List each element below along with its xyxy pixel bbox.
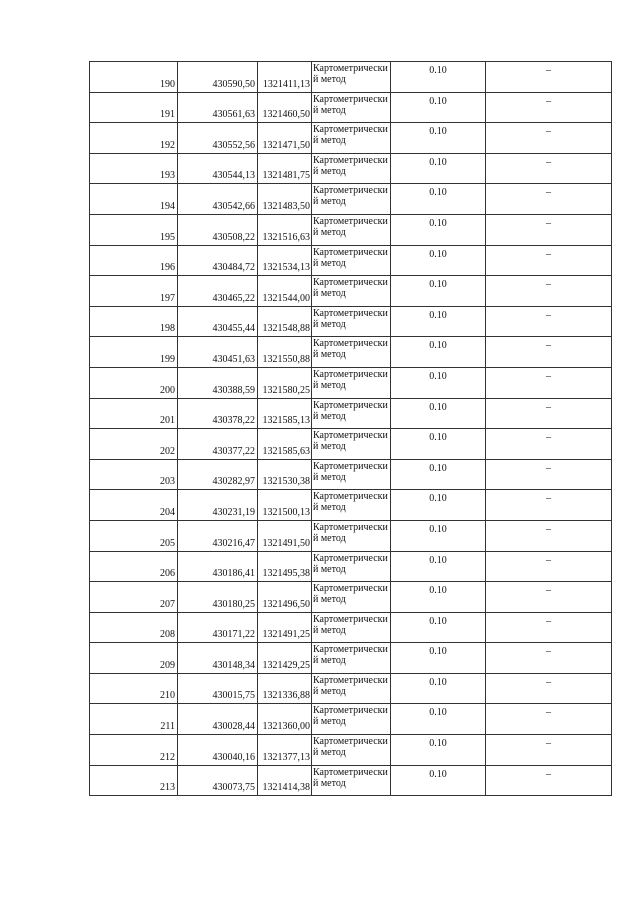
y-coordinate-cell: 1321414,38 <box>258 765 312 796</box>
x-coordinate-cell: 430148,34 <box>178 643 258 674</box>
method-cell: Картометрический метод <box>312 490 391 521</box>
y-coordinate-cell: 1321411,13 <box>258 62 312 93</box>
accuracy-cell: 0.10 <box>391 735 486 766</box>
table-row <box>90 398 612 429</box>
point-number-cell: 200 <box>90 367 178 398</box>
accuracy-cell: 0.10 <box>391 520 486 551</box>
x-coordinate-cell: 430073,75 <box>178 765 258 796</box>
x-coordinate-cell: 430171,22 <box>178 612 258 643</box>
point-number-cell: 198 <box>90 306 178 337</box>
note-cell: – <box>486 673 612 704</box>
accuracy-cell: 0.10 <box>391 92 486 123</box>
table-row <box>90 62 612 93</box>
point-number-cell: 193 <box>90 153 178 184</box>
point-number-cell: 204 <box>90 490 178 521</box>
note-cell: – <box>486 765 612 796</box>
table-row <box>90 765 612 796</box>
point-number-cell: 209 <box>90 643 178 674</box>
point-number-cell: 210 <box>90 673 178 704</box>
y-coordinate-cell: 1321460,50 <box>258 92 312 123</box>
y-coordinate-cell: 1321500,13 <box>258 490 312 521</box>
x-coordinate-cell: 430378,22 <box>178 398 258 429</box>
table-row <box>90 612 612 643</box>
x-coordinate-cell: 430484,72 <box>178 245 258 276</box>
note-cell: – <box>486 459 612 490</box>
note-cell: – <box>486 490 612 521</box>
table-row <box>90 337 612 368</box>
method-cell: Картометрический метод <box>312 367 391 398</box>
x-coordinate-cell: 430561,63 <box>178 92 258 123</box>
accuracy-cell: 0.10 <box>391 490 486 521</box>
note-cell: – <box>486 123 612 154</box>
method-cell: Картометрический метод <box>312 612 391 643</box>
method-cell: Картометрический метод <box>312 214 391 245</box>
accuracy-cell: 0.10 <box>391 459 486 490</box>
table-row <box>90 490 612 521</box>
accuracy-cell: 0.10 <box>391 765 486 796</box>
coordinates-table <box>89 61 612 796</box>
x-coordinate-cell: 430542,66 <box>178 184 258 215</box>
point-number-cell: 192 <box>90 123 178 154</box>
point-number-cell: 206 <box>90 551 178 582</box>
y-coordinate-cell: 1321495,38 <box>258 551 312 582</box>
table-row <box>90 520 612 551</box>
x-coordinate-cell: 430040,16 <box>178 735 258 766</box>
table-row <box>90 92 612 123</box>
point-number-cell: 190 <box>90 62 178 93</box>
note-cell: – <box>486 62 612 93</box>
accuracy-cell: 0.10 <box>391 429 486 460</box>
table-row <box>90 673 612 704</box>
method-cell: Картометрический метод <box>312 673 391 704</box>
point-number-cell: 203 <box>90 459 178 490</box>
y-coordinate-cell: 1321548,88 <box>258 306 312 337</box>
method-cell: Картометрический метод <box>312 735 391 766</box>
note-cell: – <box>486 582 612 613</box>
x-coordinate-cell: 430216,47 <box>178 520 258 551</box>
accuracy-cell: 0.10 <box>391 62 486 93</box>
method-cell: Картометрический метод <box>312 765 391 796</box>
point-number-cell: 212 <box>90 735 178 766</box>
point-number-cell: 205 <box>90 520 178 551</box>
y-coordinate-cell: 1321336,88 <box>258 673 312 704</box>
accuracy-cell: 0.10 <box>391 704 486 735</box>
method-cell: Картометрический метод <box>312 153 391 184</box>
x-coordinate-cell: 430180,25 <box>178 582 258 613</box>
y-coordinate-cell: 1321491,50 <box>258 520 312 551</box>
table-row <box>90 459 612 490</box>
y-coordinate-cell: 1321429,25 <box>258 643 312 674</box>
accuracy-cell: 0.10 <box>391 123 486 154</box>
point-number-cell: 207 <box>90 582 178 613</box>
note-cell: – <box>486 429 612 460</box>
coordinates-table-body <box>90 62 612 796</box>
point-number-cell: 195 <box>90 214 178 245</box>
y-coordinate-cell: 1321544,00 <box>258 276 312 307</box>
table-row <box>90 429 612 460</box>
method-cell: Картометрический метод <box>312 337 391 368</box>
y-coordinate-cell: 1321471,50 <box>258 123 312 154</box>
x-coordinate-cell: 430377,22 <box>178 429 258 460</box>
accuracy-cell: 0.10 <box>391 398 486 429</box>
y-coordinate-cell: 1321585,13 <box>258 398 312 429</box>
point-number-cell: 196 <box>90 245 178 276</box>
method-cell: Картометрический метод <box>312 551 391 582</box>
point-number-cell: 201 <box>90 398 178 429</box>
point-number-cell: 211 <box>90 704 178 735</box>
y-coordinate-cell: 1321360,00 <box>258 704 312 735</box>
method-cell: Картометрический метод <box>312 92 391 123</box>
x-coordinate-cell: 430451,63 <box>178 337 258 368</box>
note-cell: – <box>486 367 612 398</box>
method-cell: Картометрический метод <box>312 184 391 215</box>
note-cell: – <box>486 153 612 184</box>
note-cell: – <box>486 184 612 215</box>
accuracy-cell: 0.10 <box>391 551 486 582</box>
y-coordinate-cell: 1321491,25 <box>258 612 312 643</box>
method-cell: Картометрический метод <box>312 398 391 429</box>
y-coordinate-cell: 1321550,88 <box>258 337 312 368</box>
accuracy-cell: 0.10 <box>391 306 486 337</box>
point-number-cell: 202 <box>90 429 178 460</box>
y-coordinate-cell: 1321530,38 <box>258 459 312 490</box>
table-row <box>90 153 612 184</box>
y-coordinate-cell: 1321585,63 <box>258 429 312 460</box>
accuracy-cell: 0.10 <box>391 153 486 184</box>
x-coordinate-cell: 430544,13 <box>178 153 258 184</box>
table-row <box>90 123 612 154</box>
method-cell: Картометрический метод <box>312 582 391 613</box>
note-cell: – <box>486 735 612 766</box>
method-cell: Картометрический метод <box>312 123 391 154</box>
y-coordinate-cell: 1321483,50 <box>258 184 312 215</box>
table-row <box>90 643 612 674</box>
table-row <box>90 276 612 307</box>
method-cell: Картометрический метод <box>312 704 391 735</box>
y-coordinate-cell: 1321496,50 <box>258 582 312 613</box>
x-coordinate-cell: 430282,97 <box>178 459 258 490</box>
method-cell: Картометрический метод <box>312 520 391 551</box>
accuracy-cell: 0.10 <box>391 184 486 215</box>
accuracy-cell: 0.10 <box>391 582 486 613</box>
point-number-cell: 197 <box>90 276 178 307</box>
table-row <box>90 306 612 337</box>
accuracy-cell: 0.10 <box>391 612 486 643</box>
table-row <box>90 582 612 613</box>
x-coordinate-cell: 430388,59 <box>178 367 258 398</box>
method-cell: Картометрический метод <box>312 306 391 337</box>
note-cell: – <box>486 276 612 307</box>
note-cell: – <box>486 92 612 123</box>
accuracy-cell: 0.10 <box>391 245 486 276</box>
note-cell: – <box>486 612 612 643</box>
method-cell: Картометрический метод <box>312 429 391 460</box>
y-coordinate-cell: 1321377,13 <box>258 735 312 766</box>
method-cell: Картометрический метод <box>312 276 391 307</box>
point-number-cell: 191 <box>90 92 178 123</box>
x-coordinate-cell: 430028,44 <box>178 704 258 735</box>
table-row <box>90 367 612 398</box>
note-cell: – <box>486 398 612 429</box>
note-cell: – <box>486 337 612 368</box>
note-cell: – <box>486 214 612 245</box>
y-coordinate-cell: 1321481,75 <box>258 153 312 184</box>
point-number-cell: 213 <box>90 765 178 796</box>
table-row <box>90 245 612 276</box>
x-coordinate-cell: 430186,41 <box>178 551 258 582</box>
x-coordinate-cell: 430508,22 <box>178 214 258 245</box>
note-cell: – <box>486 643 612 674</box>
x-coordinate-cell: 430552,56 <box>178 123 258 154</box>
x-coordinate-cell: 430231,19 <box>178 490 258 521</box>
x-coordinate-cell: 430015,75 <box>178 673 258 704</box>
x-coordinate-cell: 430590,50 <box>178 62 258 93</box>
note-cell: – <box>486 520 612 551</box>
accuracy-cell: 0.10 <box>391 367 486 398</box>
table-row <box>90 704 612 735</box>
y-coordinate-cell: 1321516,63 <box>258 214 312 245</box>
method-cell: Картометрический метод <box>312 459 391 490</box>
y-coordinate-cell: 1321580,25 <box>258 367 312 398</box>
point-number-cell: 208 <box>90 612 178 643</box>
x-coordinate-cell: 430465,22 <box>178 276 258 307</box>
method-cell: Картометрический метод <box>312 245 391 276</box>
note-cell: – <box>486 245 612 276</box>
table-row <box>90 735 612 766</box>
x-coordinate-cell: 430455,44 <box>178 306 258 337</box>
accuracy-cell: 0.10 <box>391 214 486 245</box>
table-row <box>90 551 612 582</box>
point-number-cell: 199 <box>90 337 178 368</box>
table-row <box>90 184 612 215</box>
method-cell: Картометрический метод <box>312 643 391 674</box>
table-row <box>90 214 612 245</box>
note-cell: – <box>486 551 612 582</box>
note-cell: – <box>486 306 612 337</box>
point-number-cell: 194 <box>90 184 178 215</box>
accuracy-cell: 0.10 <box>391 643 486 674</box>
method-cell: Картометрический метод <box>312 62 391 93</box>
accuracy-cell: 0.10 <box>391 673 486 704</box>
note-cell: – <box>486 704 612 735</box>
accuracy-cell: 0.10 <box>391 276 486 307</box>
y-coordinate-cell: 1321534,13 <box>258 245 312 276</box>
accuracy-cell: 0.10 <box>391 337 486 368</box>
